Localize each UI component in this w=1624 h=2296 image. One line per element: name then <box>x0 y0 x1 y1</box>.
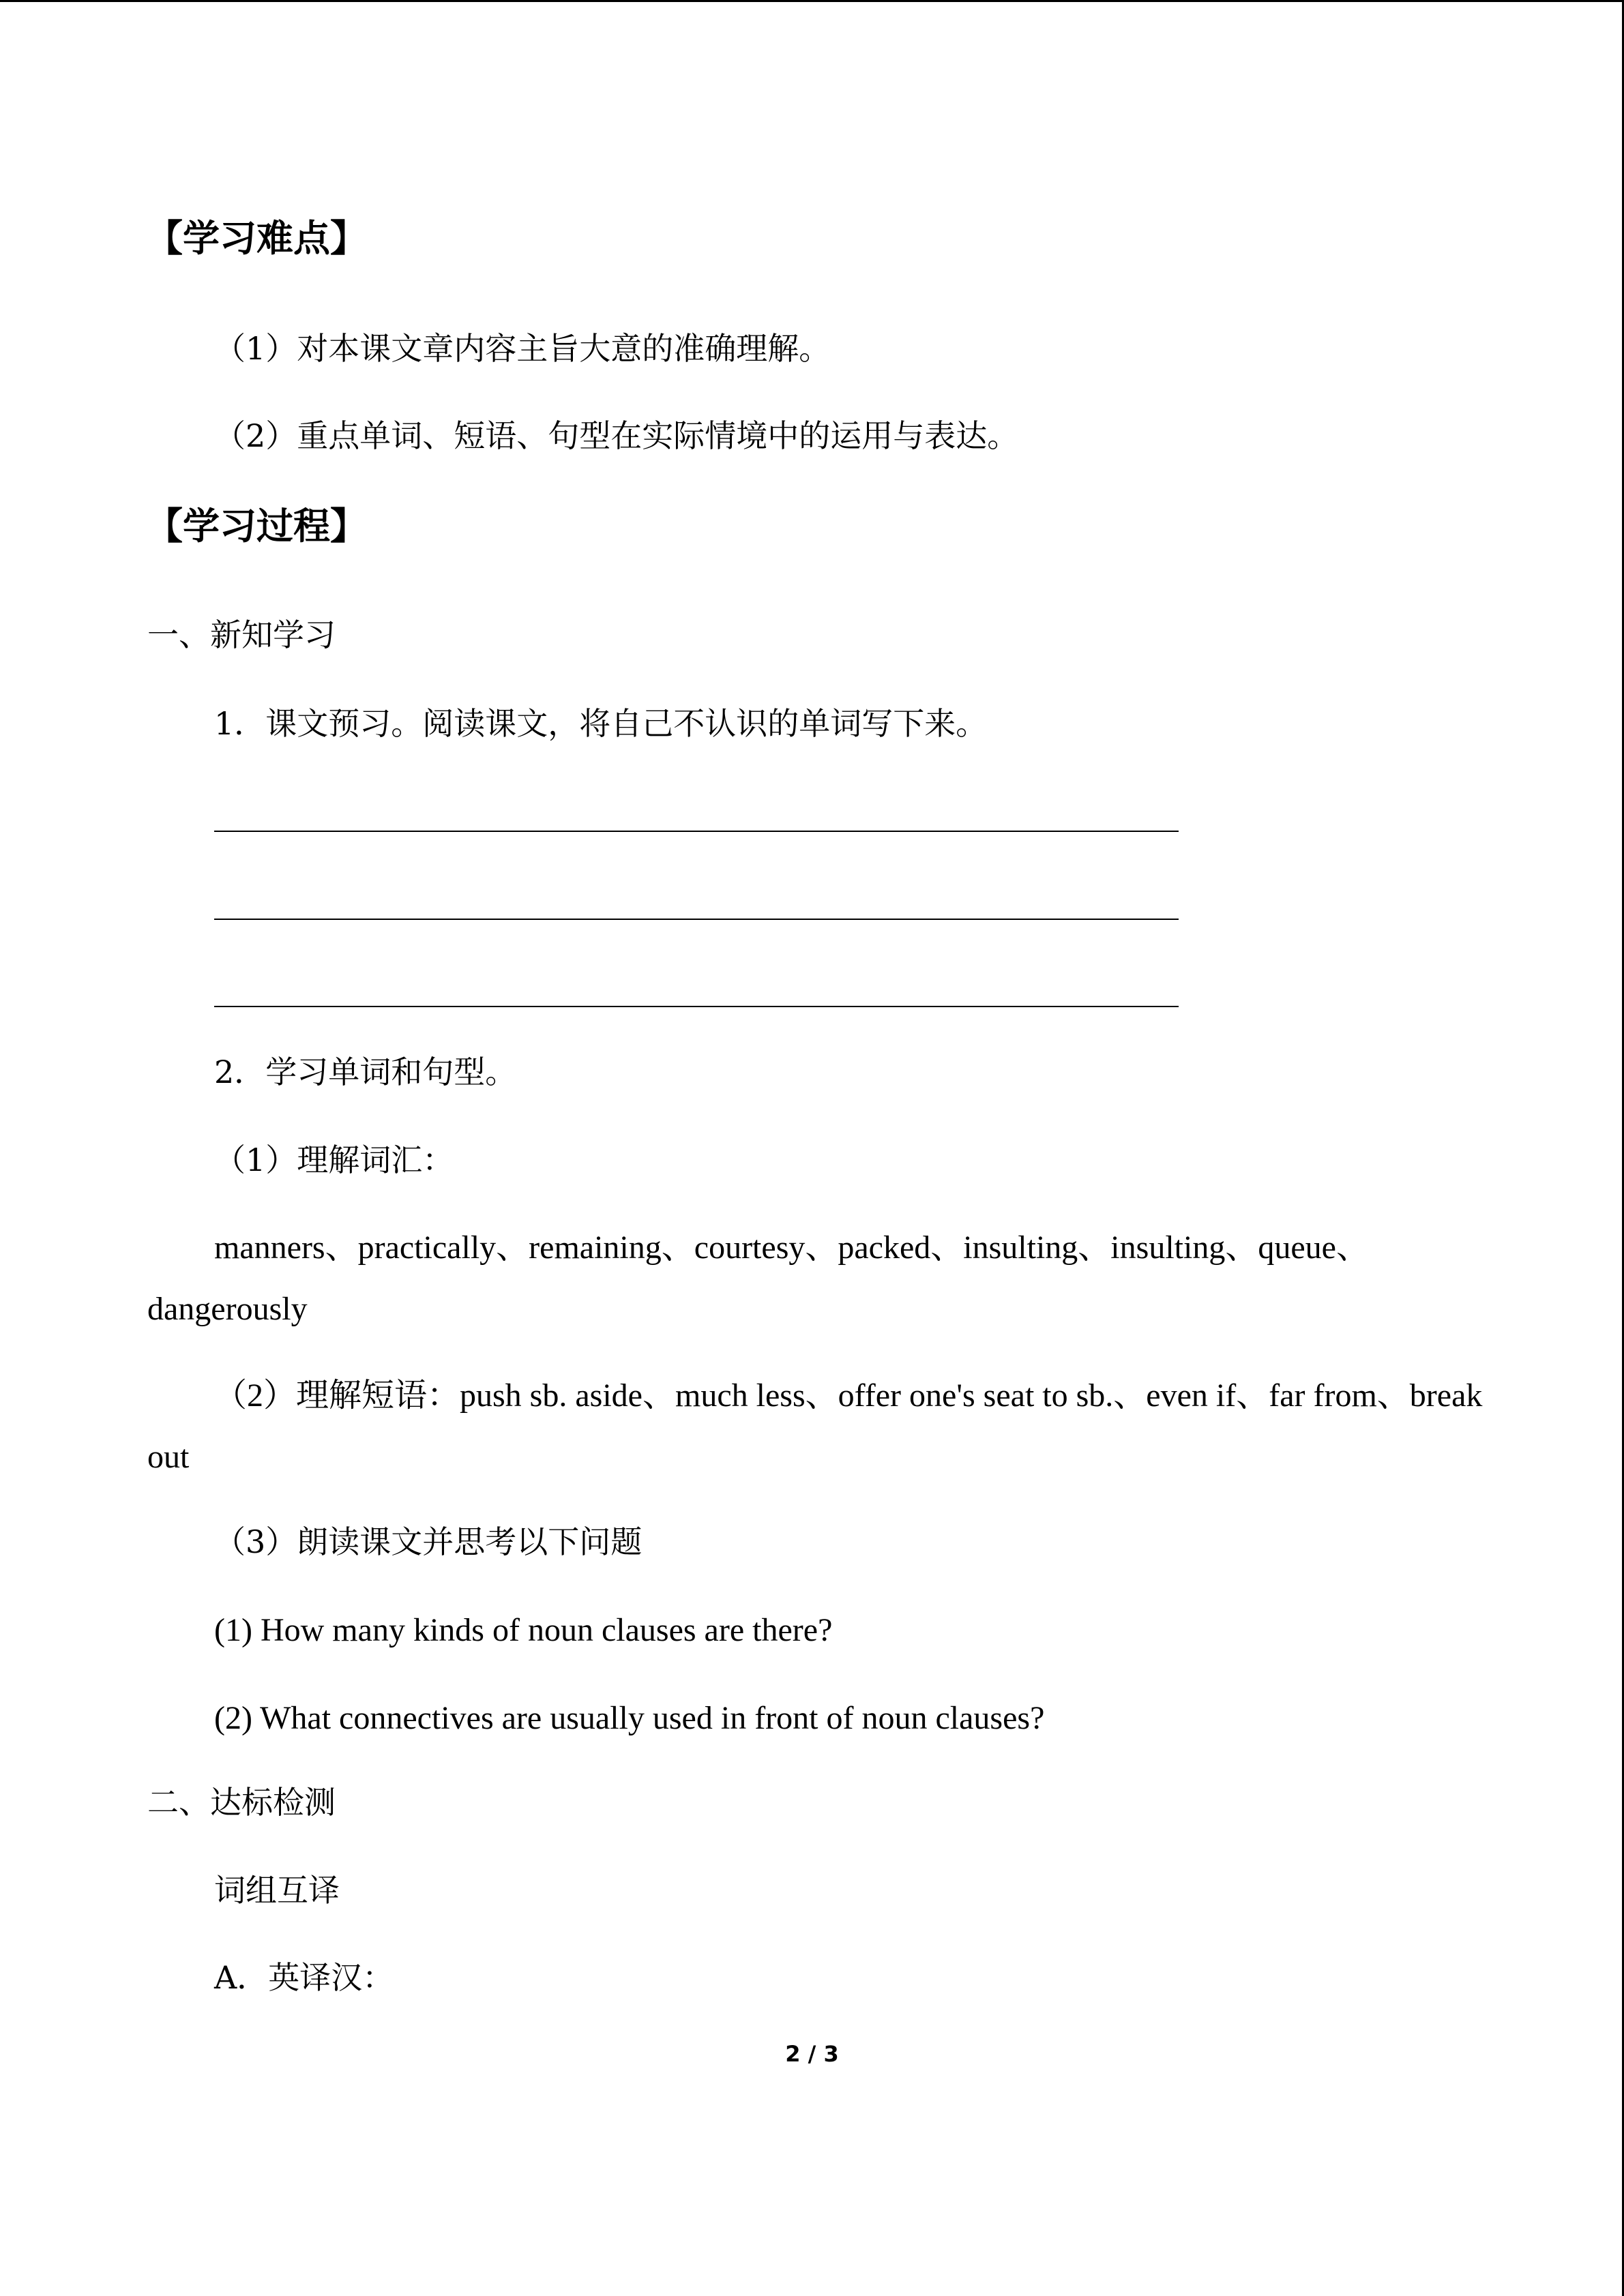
read-prompt: （3）朗读课文并思考以下问题 <box>214 1523 643 1560</box>
task2-instruction: 2．学习单词和句型。 <box>214 1054 517 1090</box>
phrases-line-1: （2）理解短语：push sb. aside、much less、offer one's seat to sb.、even if、far from、break <box>214 1377 1483 1414</box>
phrases-line-2: out <box>147 1439 190 1475</box>
vocab-list-line-1: manners、practically、remaining、courtesy、packed、insulting、insulting、queue、 <box>214 1229 1369 1266</box>
part2-title: 二、达标检测 <box>147 1784 336 1821</box>
part2-subtitle: 词组互译 <box>214 1872 340 1909</box>
part2-label-a: A．英译汉： <box>214 1959 394 1996</box>
answer-blank-line[interactable] <box>214 919 1179 920</box>
question-1: (1) How many kinds of noun clauses are there? <box>214 1612 833 1648</box>
question-2: (2) What connectives are usually used in front of noun clauses? <box>214 1700 1045 1736</box>
difficulty-item-1: （1）对本课文章内容主旨大意的准确理解。 <box>214 330 831 367</box>
difficulty-item-2: （2）重点单词、短语、句型在实际情境中的运用与表达。 <box>214 417 1019 454</box>
process-heading: 【学习过程】 <box>146 505 367 548</box>
answer-blank-line[interactable] <box>214 1006 1179 1007</box>
task1-instruction: 1．课文预习。阅读课文，将自己不认识的单词写下来。 <box>214 705 988 742</box>
answer-blank-line[interactable] <box>214 831 1179 832</box>
vocab-list-line-2: dangerously <box>147 1291 308 1327</box>
difficulties-heading: 【学习难点】 <box>146 217 367 260</box>
page-top-border <box>0 0 1624 2</box>
page-number: 2 / 3 <box>785 2041 839 2067</box>
part1-title: 一、新知学习 <box>147 616 336 653</box>
vocab-label: （1）理解词汇： <box>214 1142 454 1178</box>
